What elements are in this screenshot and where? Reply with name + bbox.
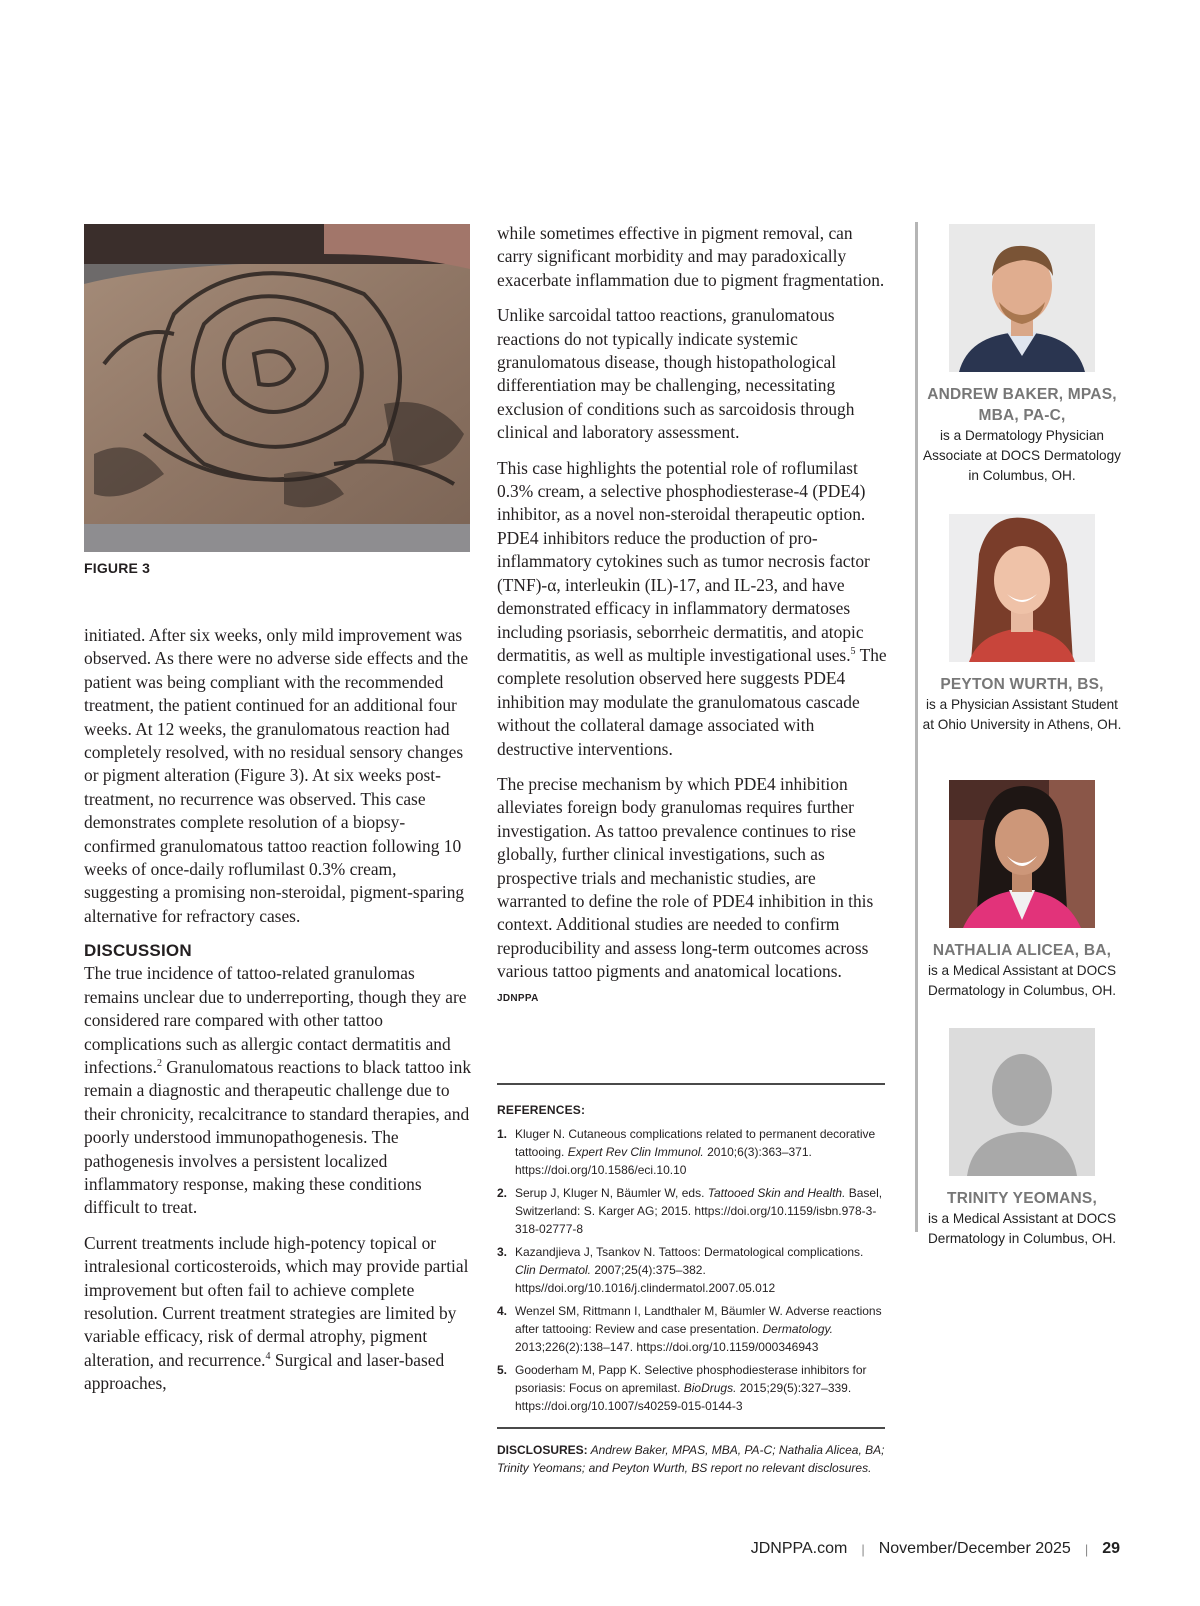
- reference-number: 4.: [497, 1304, 508, 1318]
- author-photo-placeholder: [949, 1028, 1095, 1176]
- reference-text: 2007;25(4):375–382. https//doi.org/10.1016/j.clindermatol.2007.05.012: [515, 1263, 776, 1295]
- end-mark: JDNPPA: [497, 992, 539, 1004]
- author-card-alicea: [922, 780, 1122, 1001]
- reference-number: 3.: [497, 1245, 508, 1259]
- disclosures-label: DISCLOSURES:: [497, 1443, 588, 1457]
- reference-text: Serup J, Kluger N, Bäumler W, eds.: [515, 1186, 708, 1200]
- author-name: PEYTON WURTH, BS,: [940, 676, 1104, 693]
- reference-text: Basel, Switzerland: S. Karger AG; 2015. https://doi.org/10.1159/isbn.978-3-318-02777-8: [515, 1186, 883, 1236]
- figure-caption: FIGURE 3: [84, 560, 151, 576]
- footer-issue: November/December 2025: [878, 1540, 1071, 1557]
- citation-superscript: 5: [850, 646, 856, 658]
- reference-item: [497, 1243, 885, 1297]
- author-card-baker: [922, 224, 1122, 486]
- author-photo: [949, 224, 1095, 372]
- paragraph-text: The true incidence of tattoo-related granulomas remains unclear due to underreporting, though they are considered rare compared with other tattoo complications such as allergic contact dermatitis and infections.: [84, 963, 467, 1077]
- reference-journal: Dermatology.: [762, 1322, 833, 1336]
- reference-text: Gooderham M, Papp K. Selective phosphodiesterase inhibitors for psoriasis: Focus on apremilast.: [515, 1363, 867, 1395]
- footer-site: JDNPPA.com: [750, 1540, 848, 1557]
- divider: [497, 1427, 885, 1429]
- references-section: [497, 1083, 885, 1477]
- paragraph-text: The precise mechanism by which PDE4 inhibition alleviates foreign body granulomas requires further investigation. As tattoo prevalence continues to rise globally, further clinical investigations, such as prospective trials and mechanistic studies, are warranted to define the role of PDE4 inhibition in this context. Additional studies are needed to confirm reproducibility and assess long-term outcomes across various tattoo pigments and anatomical locations.: [497, 773, 874, 982]
- reference-journal: Clin Dermatol.: [515, 1263, 592, 1277]
- author-bio: is a Dermatology Physician Associate at DOCS Dermatology in Columbus, OH.: [923, 428, 1121, 483]
- author-bio: is a Medical Assistant at DOCS Dermatology in Columbus, OH.: [927, 963, 1117, 998]
- disclosures-text: Andrew Baker, MPAS, MBA, PA-C; Nathalia Alicea, BA; Trinity Yeomans; and Peyton Wurth, BS report no relevant disclosures.: [497, 1443, 885, 1475]
- reference-text: 2013;226(2):138–147. https://doi.org/10.1159/000346943: [515, 1340, 819, 1354]
- reference-text: 2015;29(5):327–339. https://doi.org/10.1007/s40259-015-0144-3: [515, 1381, 852, 1413]
- paragraph-text: This case highlights the potential role of roflumilast 0.3% cream, a selective phosphodiesterase-4 (PDE4) inhibitor, as a novel non-steroidal therapeutic option. PDE4 inhibitors reduce the production of pro-inflammatory cytokines such as tumor necrosis factor (TNF)-α, interleukin (IL)-17, and IL-23, and have demonstrated efficacy in inflammatory dermatoses including psoriasis, seborrheic dermatitis, and atopic dermatitis, as well as multiple investigational uses.: [497, 457, 870, 665]
- author-card-wurth: [922, 514, 1122, 735]
- reference-number: 2.: [497, 1186, 508, 1200]
- paragraph: initiated. After six weeks, only mild improvement was observed. As there were no adverse side effects and the patient was being compliant with the recommended treatment, the patient continued for an additional four weeks. At 12 weeks, the granulomatous reaction had completely resolved, with no residual sensory changes or pigment alteration (Figure 3). At six weeks post-treatment, no recurrence was observed. This case demonstrates complete resolution of a biopsy-confirmed granulomatous tattoo reaction following 10 weeks of once-daily roflumilast 0.3% cream, suggesting a promising non-steroidal, pigment-sparing alternative for refractory cases.: [84, 625, 469, 926]
- sidebar-divider: [915, 222, 918, 1232]
- footer-separator: |: [1084, 1541, 1089, 1557]
- reference-text: Kazandjieva J, Tsankov N. Tattoos: Dermatological complications.: [515, 1245, 864, 1259]
- author-bio: is a Physician Assistant Student at Ohio University in Athens, OH.: [922, 697, 1122, 732]
- footer-separator: |: [861, 1541, 865, 1557]
- reference-journal: Tattooed Skin and Health.: [707, 1186, 846, 1200]
- disclosures: [497, 1441, 885, 1477]
- paragraph: Unlike sarcoidal tattoo reactions, granulomatous reactions do not typically indicate systemic granulomatous disease, though histopathological differentiation may be challenging, necessitating exclusion of conditions such as sarcoidosis through clinical and laboratory assessment.: [497, 305, 855, 443]
- body-column-2: [497, 222, 887, 1022]
- author-photo: [949, 514, 1095, 662]
- reference-item: [497, 1184, 885, 1238]
- author-name: NATHALIA ALICEA, BA,: [932, 942, 1112, 959]
- paragraph-text: Granulomatous reactions to black tattoo ink remain a diagnostic and therapeutic challenge due to their chronicity, recalcitrance to standard therapies, and poorly understood immunopathogenesis. The pathogenesis involves a persistent localized inflammatory response, making these conditions difficult to treat.: [84, 1056, 472, 1218]
- reference-item: [497, 1125, 885, 1179]
- reference-number: 5.: [497, 1363, 508, 1377]
- divider: [497, 1083, 885, 1085]
- figure-3-tattoo-photo: [84, 224, 470, 552]
- reference-journal: Expert Rev Clin Immunol.: [567, 1145, 704, 1159]
- reference-item: [497, 1302, 885, 1356]
- references-list: [497, 1125, 885, 1415]
- references-heading: REFERENCES:: [497, 1103, 586, 1117]
- reference-text: Wenzel SM, Rittmann I, Landthaler M, Bäumler W. Adverse reactions after tattooing: Review and case presentation.: [515, 1304, 882, 1336]
- page-number: 29: [1102, 1540, 1120, 1557]
- paragraph-text: Surgical and laser-based approaches,: [84, 1349, 445, 1394]
- paragraph: while sometimes effective in pigment removal, can carry significant morbidity and may paradoxically exacerbate inflammation due to pigment fragmentation.: [497, 223, 885, 290]
- author-photo: [949, 780, 1095, 928]
- paragraph-text: Current treatments include high-potency topical or intralesional corticosteroids, which may provide partial improvement but often fail to achieve complete resolution. Current treatment strategies are limited by variable efficacy, risk of dermal atrophy, pigment alteration, and recurrence.: [84, 1232, 469, 1370]
- reference-journal: BioDrugs.: [683, 1381, 737, 1395]
- paragraph: [84, 962, 474, 1219]
- body-column-1: [84, 624, 474, 1408]
- reference-text: 2010;6(3):363–371. https://doi.org/10.1586/eci.10.10: [515, 1145, 812, 1177]
- reference-number: 1.: [497, 1127, 508, 1141]
- page-footer: [751, 1540, 1120, 1558]
- author-bio: is a Medical Assistant at DOCS Dermatology in Columbus, OH.: [927, 1211, 1117, 1246]
- paragraph: [497, 457, 887, 761]
- citation-superscript: 4: [265, 1350, 271, 1362]
- paragraph-text: The complete resolution observed here suggests PDE4 inhibition may modulate the granulomatous cascade without the collateral damage associated with destructive interventions.: [497, 644, 887, 759]
- author-card-yeomans: [922, 1028, 1122, 1249]
- discussion-heading: DISCUSSION: [84, 941, 192, 961]
- paragraph: [84, 1232, 474, 1396]
- author-name: ANDREW BAKER, MPAS, MBA, PA-C,: [927, 386, 1117, 424]
- reference-item: [497, 1361, 885, 1415]
- reference-text: Kluger N. Cutaneous complications related to permanent decorative tattooing.: [515, 1127, 876, 1159]
- citation-superscript: 2: [156, 1058, 162, 1070]
- author-name: TRINITY YEOMANS,: [947, 1190, 1097, 1207]
- paragraph: [497, 773, 887, 1010]
